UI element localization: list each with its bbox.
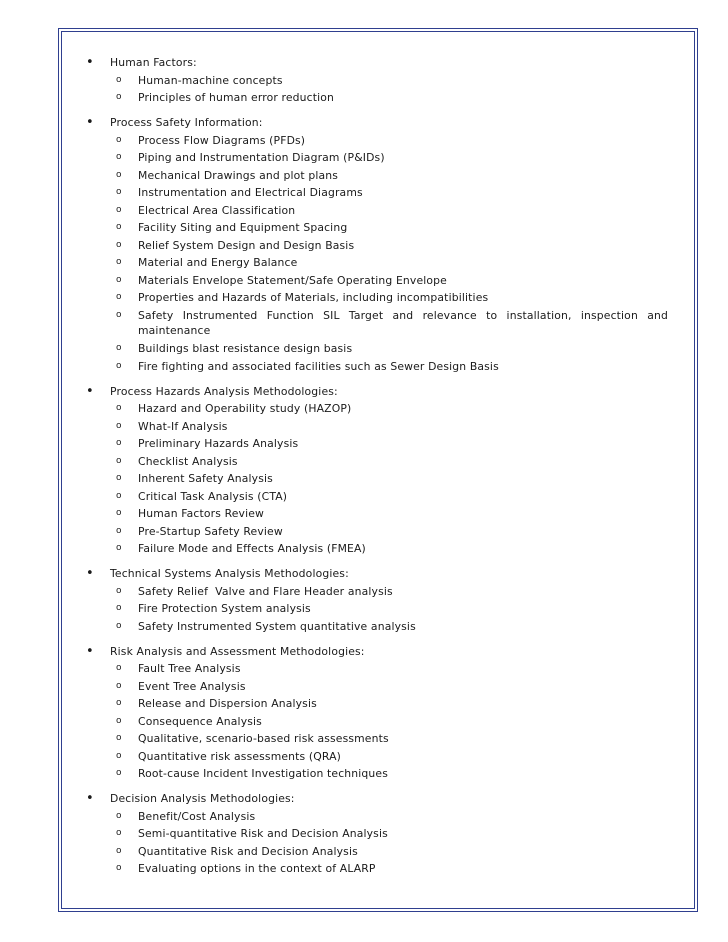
list-item xyxy=(0,202,728,220)
list-item xyxy=(0,713,728,731)
list-item-text: Inherent Safety Analysis xyxy=(138,472,273,485)
circle-bullet-icon: o xyxy=(116,490,122,501)
list-item xyxy=(0,340,728,358)
bullet-icon: • xyxy=(86,643,94,659)
list-item xyxy=(0,730,728,748)
list-item-text: Human-machine concepts xyxy=(138,73,283,87)
circle-bullet-icon: o xyxy=(116,455,122,466)
list-item-text: Process Flow Diagrams (PFDs) xyxy=(138,133,306,147)
list-item xyxy=(0,358,728,376)
sub-list xyxy=(0,660,728,783)
list-item-text: Facility Siting and Equipment Spacing xyxy=(138,221,348,234)
section-title: Risk Analysis and Assessment Methodologies: xyxy=(110,644,365,658)
list-item-text: Fault Tree Analysis xyxy=(138,662,241,675)
circle-bullet-icon: o xyxy=(116,239,122,250)
document-content xyxy=(0,54,728,885)
list-item-text: Pre-Startup Safety Review xyxy=(138,524,283,538)
circle-bullet-icon: o xyxy=(116,733,122,743)
circle-bullet-icon: o xyxy=(116,292,122,302)
list-item xyxy=(0,272,728,290)
list-item xyxy=(0,167,728,185)
section-process-safety-information xyxy=(0,114,728,375)
list-item-text: Fire Protection System analysis xyxy=(138,602,311,615)
list-item xyxy=(0,237,728,255)
circle-bullet-icon: o xyxy=(116,152,122,162)
section-heading xyxy=(0,54,728,72)
circle-bullet-icon: o xyxy=(116,134,122,145)
list-item xyxy=(0,540,728,558)
circle-bullet-icon: o xyxy=(116,768,122,778)
list-item xyxy=(0,149,728,167)
circle-bullet-icon: o xyxy=(116,845,122,856)
circle-bullet-icon: o xyxy=(116,204,122,215)
list-item xyxy=(0,400,728,418)
section-title: Decision Analysis Methodologies: xyxy=(110,792,295,805)
sub-list xyxy=(0,72,728,107)
sub-list xyxy=(0,400,728,558)
circle-bullet-icon: o xyxy=(116,585,122,596)
list-item-text: Evaluating options in the context of ALARP xyxy=(138,862,376,875)
bullet-icon: • xyxy=(86,115,94,130)
list-item-text: Root-cause Incident Investigation techniques xyxy=(138,767,388,780)
circle-bullet-icon: o xyxy=(116,680,122,691)
section-technical-systems-analysis xyxy=(0,565,728,635)
list-item xyxy=(0,307,728,341)
list-item-text: Checklist Analysis xyxy=(138,454,238,468)
list-item xyxy=(0,618,728,636)
list-item xyxy=(0,825,728,843)
list-item-text: Hazard and Operability study (HAZOP) xyxy=(138,402,352,415)
list-item xyxy=(0,678,728,696)
list-item-text: Properties and Hazards of Materials, including incompatibilities xyxy=(138,291,489,304)
circle-bullet-icon: o xyxy=(116,169,122,180)
bullet-icon: • xyxy=(86,791,94,806)
list-item-text: Relief System Design and Design Basis xyxy=(138,238,355,252)
section-heading xyxy=(0,643,728,661)
circle-bullet-icon: o xyxy=(116,863,122,873)
list-item xyxy=(0,219,728,237)
list-item-text: Release and Dispersion Analysis xyxy=(138,697,317,710)
list-item xyxy=(0,695,728,713)
list-item-text: Failure Mode and Effects Analysis (FMEA) xyxy=(138,542,366,555)
list-item xyxy=(0,470,728,488)
list-item xyxy=(0,748,728,766)
sub-list xyxy=(0,132,728,376)
list-item xyxy=(0,72,728,90)
list-item-text: Event Tree Analysis xyxy=(138,679,246,693)
circle-bullet-icon: o xyxy=(116,274,122,285)
list-item-text: Materials Envelope Statement/Safe Operating Envelope xyxy=(138,273,447,287)
section-process-hazards-analysis xyxy=(0,383,728,558)
list-item xyxy=(0,583,728,601)
circle-bullet-icon: o xyxy=(116,508,122,518)
section-risk-analysis xyxy=(0,643,728,783)
bullet-icon: • xyxy=(86,383,94,399)
circle-bullet-icon: o xyxy=(116,438,122,448)
section-decision-analysis xyxy=(0,790,728,878)
list-item-text: Electrical Area Classification xyxy=(138,203,296,217)
list-item-text: Instrumentation and Electrical Diagrams xyxy=(138,186,363,199)
list-item-text: Fire fighting and associated facilities such as Sewer Design Basis xyxy=(138,359,499,373)
circle-bullet-icon: o xyxy=(116,360,122,371)
circle-bullet-icon: o xyxy=(116,74,122,85)
circle-bullet-icon: o xyxy=(116,187,122,197)
sub-list xyxy=(0,583,728,636)
list-item-text: Mechanical Drawings and plot plans xyxy=(138,168,339,182)
list-item xyxy=(0,860,728,878)
list-item-text: What-If Analysis xyxy=(138,419,228,433)
list-item xyxy=(0,600,728,618)
list-item xyxy=(0,184,728,202)
section-title: Human Factors: xyxy=(110,56,197,69)
list-item-text: Preliminary Hazards Analysis xyxy=(138,437,299,450)
circle-bullet-icon: o xyxy=(116,473,122,483)
circle-bullet-icon: o xyxy=(116,222,122,232)
section-heading xyxy=(0,790,728,808)
list-item-text: Quantitative risk assessments (QRA) xyxy=(138,749,342,763)
list-item xyxy=(0,89,728,107)
sub-list xyxy=(0,808,728,878)
list-item-text: Consequence Analysis xyxy=(138,714,262,728)
list-item-text: Principles of human error reduction xyxy=(138,91,335,104)
section-heading xyxy=(0,114,728,132)
circle-bullet-icon: o xyxy=(116,603,122,613)
list-item-text: Safety Relief Valve and Flare Header analysis xyxy=(138,584,393,598)
list-item-text: Piping and Instrumentation Diagram (P&IDs) xyxy=(138,151,385,164)
section-title: Process Hazards Analysis Methodologies: xyxy=(110,384,338,398)
list-item-text: Quantitative Risk and Decision Analysis xyxy=(138,844,358,858)
circle-bullet-icon: o xyxy=(116,663,122,673)
circle-bullet-icon: o xyxy=(116,525,122,536)
circle-bullet-icon: o xyxy=(116,309,122,320)
circle-bullet-icon: o xyxy=(116,698,122,708)
list-item-text: Safety Instrumented Function SIL Target and relevance to installation, inspection and maintenance xyxy=(138,308,668,337)
list-item xyxy=(0,132,728,150)
list-item-text: Semi-quantitative Risk and Decision Analysis xyxy=(138,827,388,840)
circle-bullet-icon: o xyxy=(116,403,122,413)
circle-bullet-icon: o xyxy=(116,828,122,838)
list-item-text: Human Factors Review xyxy=(138,507,264,520)
circle-bullet-icon: o xyxy=(116,420,122,431)
list-item-text: Qualitative, scenario-based risk assessments xyxy=(138,732,389,745)
list-item-text: Critical Task Analysis (CTA) xyxy=(138,489,288,503)
circle-bullet-icon: o xyxy=(116,810,122,821)
circle-bullet-icon: o xyxy=(116,750,122,761)
list-item xyxy=(0,660,728,678)
section-heading xyxy=(0,383,728,401)
section-human-factors xyxy=(0,54,728,107)
circle-bullet-icon: o xyxy=(116,620,122,631)
list-item xyxy=(0,453,728,471)
circle-bullet-icon: o xyxy=(116,92,122,102)
bullet-icon: • xyxy=(86,55,94,70)
circle-bullet-icon: o xyxy=(116,257,122,267)
list-item-text: Buildings blast resistance design basis xyxy=(138,342,353,355)
list-item-text: Material and Energy Balance xyxy=(138,256,298,269)
list-item xyxy=(0,808,728,826)
list-item xyxy=(0,523,728,541)
bullet-icon: • xyxy=(86,566,94,581)
section-heading xyxy=(0,565,728,583)
list-item xyxy=(0,765,728,783)
list-item-text: Safety Instrumented System quantitative analysis xyxy=(138,619,416,633)
list-item xyxy=(0,488,728,506)
circle-bullet-icon: o xyxy=(116,715,122,726)
list-item xyxy=(0,254,728,272)
list-item xyxy=(0,418,728,436)
circle-bullet-icon: o xyxy=(116,343,122,353)
section-title: Process Safety Information: xyxy=(110,116,263,129)
list-item xyxy=(0,505,728,523)
list-item xyxy=(0,435,728,453)
list-item-text: Benefit/Cost Analysis xyxy=(138,809,256,823)
circle-bullet-icon: o xyxy=(116,543,122,553)
list-item xyxy=(0,289,728,307)
section-title: Technical Systems Analysis Methodologies: xyxy=(110,567,349,580)
list-item xyxy=(0,843,728,861)
